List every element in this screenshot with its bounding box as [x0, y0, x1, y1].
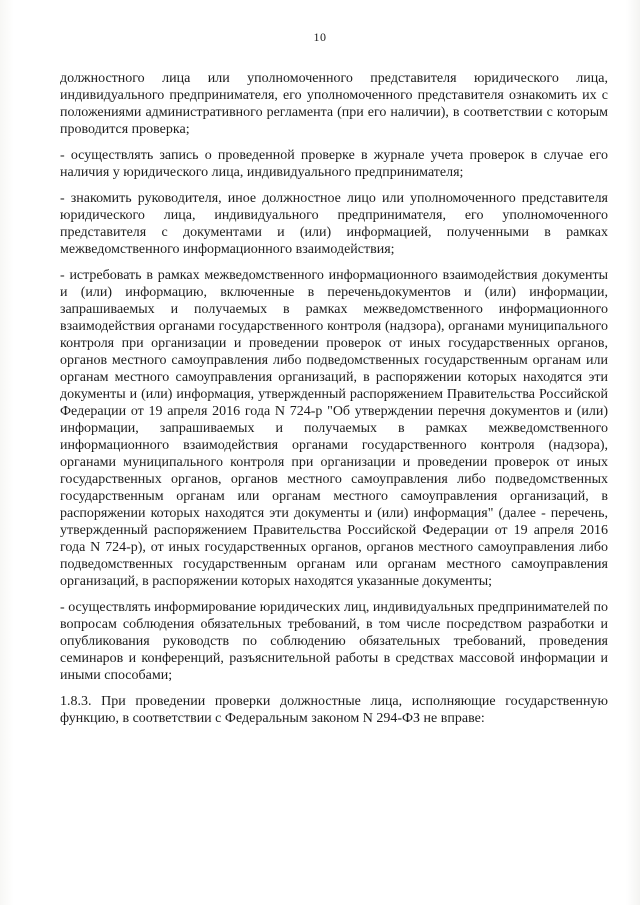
paragraph-continuation: должностного лица или уполномоченного представителя юридического лица, индивидуального предпринимателя, его уполномоченного представителя ознакомить их с положениями административного регламента (при его наличии), в соответствии с которым проводится проверка;: [60, 71, 608, 137]
paragraph-gap: [60, 181, 608, 190]
paragraph-informing: - осуществлять информирование юридических лиц, индивидуальных предпринимателей по вопросам соблюдения обязательных требований, в том числе посредством разработки и опубликования руководств по соблюдению обязательных требований, проведения семинаров и конференций, разъяснительной работы в средствах массовой информации и иными способами;: [60, 600, 608, 683]
paragraph-gap: [60, 258, 608, 267]
paragraph-familiarize: - знакомить руководителя, иное должностное лицо или уполномоченного представителя юридического лица, индивидуального предпринимателя, его уполномоченного представителя с документами и (или) информацией, полученными в рамках межведомственного информационного взаимодействия;: [60, 191, 608, 257]
paragraph-journal-record: - осуществлять запись о проведенной проверке в журнале учета проверок в случае его наличия у юридического лица, индивидуального предпринимателя;: [60, 148, 608, 180]
document-body: [60, 70, 608, 727]
paragraph-request-documents: - истребовать в рамках межведомственного информационного взаимодействия документы и (или) информацию, включенные в переченьдокументов и (или) информации, запрашиваемых и получаемых в рамках межведомственного информационного взаимодействия органами государственного контроля (надзора), органами муниципального контроля при организации и проведении проверок от иных государственных органов, органов местного самоуправления либо подведомственных государственным органам или органам местного самоуправления организаций, в распоряжении которых находятся эти документы и (или) информация, утвержденный распоряжением Правительства Российской Федерации от 19 апреля 2016 года N 724-р "Об утверждении перечня документов и (или) информации, запрашиваемых и получаемых в рамках межведомственного информационного взаимодействия органами государственного контроля (надзора), органами муниципального контроля при организации и проведении проверок от иных государственных органов, органов местного самоуправления либо подведомственных государственным органам или органам местного самоуправления организаций, в распоряжении которых находятся эти документы и (или) информация" (далее - перечень, утвержденный распоряжением Правительства Российской Федерации от 19 апреля 2016 года N 724-р), от иных государственных органов, органов местного самоуправления либо подведомственных государственным органам или органам местного самоуправления организаций, в распоряжении которых находятся указанные документы;: [60, 268, 608, 589]
page-number: 10: [313, 30, 327, 44]
paragraph-gap: [60, 590, 608, 599]
paragraph-gap: [60, 684, 608, 693]
paragraph-section-1-8-3: 1.8.3. При проведении проверки должностные лица, исполняющие государственную функцию, в соответствии с Федеральным законом N 294-ФЗ не вправе:: [60, 694, 608, 726]
paragraph-gap: [60, 138, 608, 147]
